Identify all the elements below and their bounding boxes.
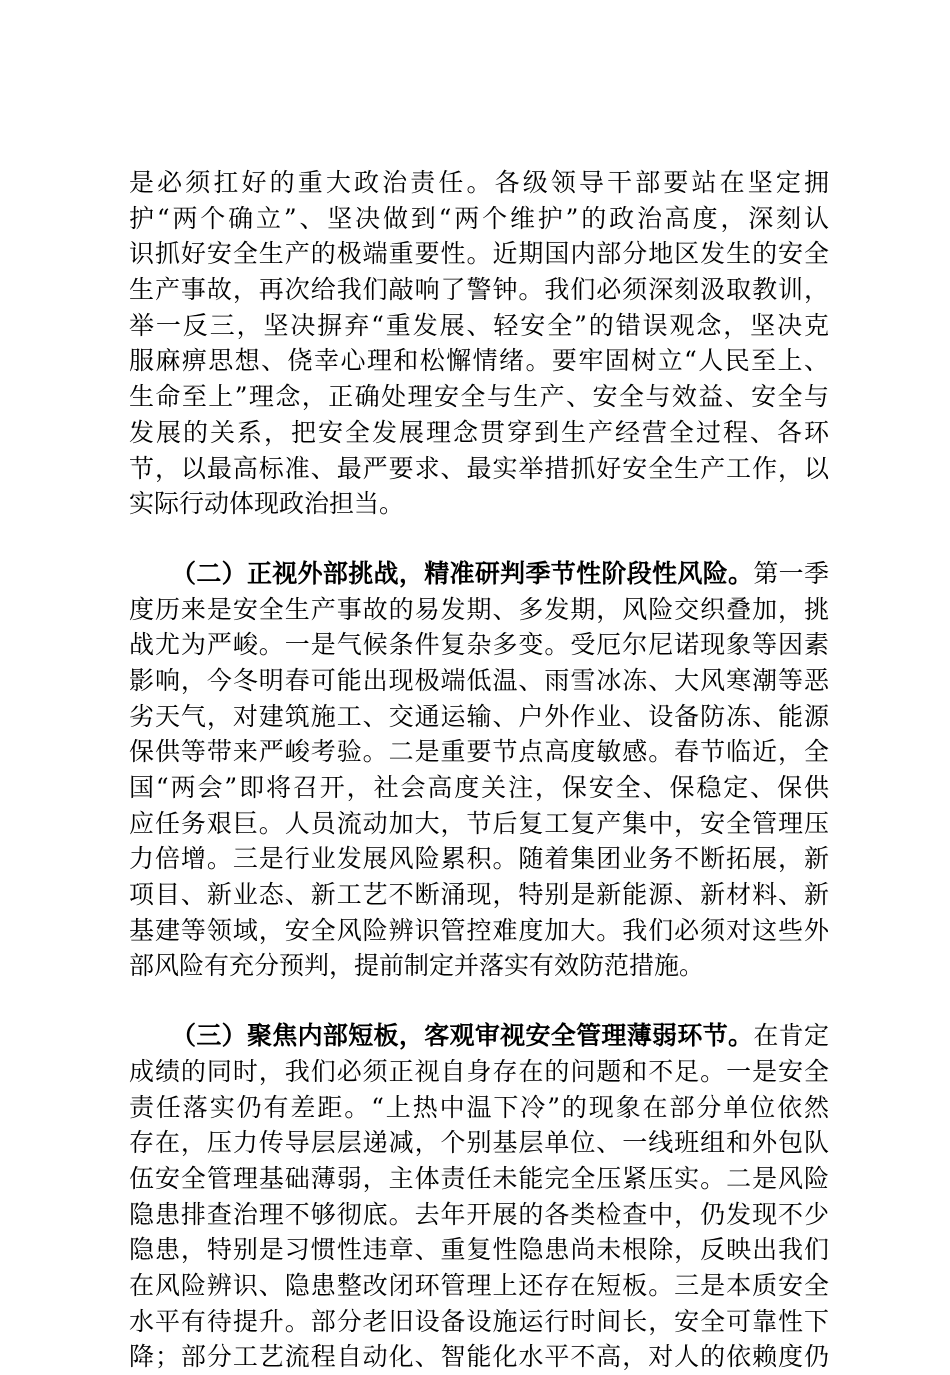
text-line: 存在，压力传导层层递减，个别基层单位、一线班组和外包队 <box>129 1128 829 1158</box>
paragraph-first-line <box>129 556 829 592</box>
text-line: 是必须扛好的重大政治责任。各级领导干部要站在坚定拥 <box>129 168 829 197</box>
text-line: 伍安全管理基础薄弱，主体责任未能完全压紧压实。二是风险 <box>129 1163 829 1193</box>
section-heading: （三）聚焦内部短板，客观审视安全管理薄弱环节。 <box>171 1021 754 1051</box>
text-line: 降；部分工艺流程自动化、智能化水平不高，对人的依赖度仍 <box>129 1342 829 1372</box>
paragraph-gap <box>129 984 829 1018</box>
text-line: 发展的关系，把安全发展理念贯穿到生产经营全过程、各环 <box>129 417 829 447</box>
text-line: 生命至上”理念，正确处理安全与生产、安全与效益、安全与 <box>129 382 829 412</box>
text-line: 在风险辨识、隐患整改闭环管理上还存在短板。三是本质安全 <box>129 1270 829 1300</box>
text-line: 生产事故，再次给我们敲响了警钟。我们必须深刻汲取教训， <box>129 275 829 305</box>
text-line: 隐患排查治理不够彻底。去年开展的各类检查中，仍发现不少 <box>129 1199 829 1229</box>
text-line: 识抓好安全生产的极端重要性。近期国内部分地区发生的安全 <box>129 239 829 269</box>
text-line: 实际行动体现政治担当。 <box>129 489 405 519</box>
section-heading: （二）正视外部挑战，精准研判季节性阶段性风险。 <box>171 558 754 588</box>
text-line: 成绩的同时，我们必须正视自身存在的问题和不足。一是安全 <box>129 1056 829 1086</box>
text-line: 力倍增。三是行业发展风险累积。随着集团业务不断拓展，新 <box>129 844 829 874</box>
text-line: 度历来是安全生产事故的易发期、多发期，风险交织叠加，挑 <box>129 594 829 624</box>
paragraph-3 <box>129 1018 829 1375</box>
text-line: 应任务艰巨。人员流动加大，节后复工复产集中，安全管理压 <box>129 808 829 838</box>
text-line: 基建等领域，安全风险辨识管控难度加大。我们必须对这些外 <box>129 915 829 945</box>
text-line: 影响，今冬明春可能出现极端低温、雨雪冰冻、大风寒潮等恶 <box>129 665 829 695</box>
paragraph-1 <box>129 165 829 522</box>
text-line: 项目、新业态、新工艺不断涌现，特别是新能源、新材料、新 <box>129 880 829 910</box>
text-line: 劣天气，对建筑施工、交通运输、户外作业、设备防冻、能源 <box>129 701 829 731</box>
paragraph-2 <box>129 556 829 984</box>
text-line: 水平有待提升。部分老旧设备设施运行时间长，安全可靠性下 <box>129 1306 829 1336</box>
document-body <box>129 165 829 1375</box>
text-line: 护“两个确立”、坚决做到“两个维护”的政治高度，深刻认 <box>129 203 829 233</box>
text-line: 责任落实仍有差距。“上热中温下冷”的现象在部分单位依然 <box>129 1092 829 1122</box>
text-line: 隐患，特别是习惯性违章、重复性隐患尚未根除，反映出我们 <box>129 1235 829 1265</box>
text-line: 国“两会”即将召开，社会高度关注，保安全、保稳定、保供 <box>129 773 829 802</box>
text-line: 服麻痹思想、侥幸心理和松懈情绪。要牢固树立“人民至上、 <box>129 346 829 376</box>
text-run: 第一季 <box>753 558 829 588</box>
text-line: 战尤为严峻。一是气候条件复杂多变。受厄尔尼诺现象等因素 <box>129 630 829 660</box>
text-line: 保供等带来严峻考验。二是重要节点高度敏感。春节临近，全 <box>129 737 829 767</box>
text-run: 在肯定 <box>753 1021 829 1051</box>
text-line: 举一反三，坚决摒弃“重发展、轻安全”的错误观念，坚决克 <box>129 310 829 340</box>
paragraph-gap <box>129 522 829 556</box>
paragraph-first-line <box>129 1018 829 1054</box>
text-line: 节，以最高标准、最严要求、最实举措抓好安全生产工作，以 <box>129 453 829 483</box>
text-line: 部风险有充分预判，提前制定并落实有效防范措施。 <box>129 951 705 981</box>
